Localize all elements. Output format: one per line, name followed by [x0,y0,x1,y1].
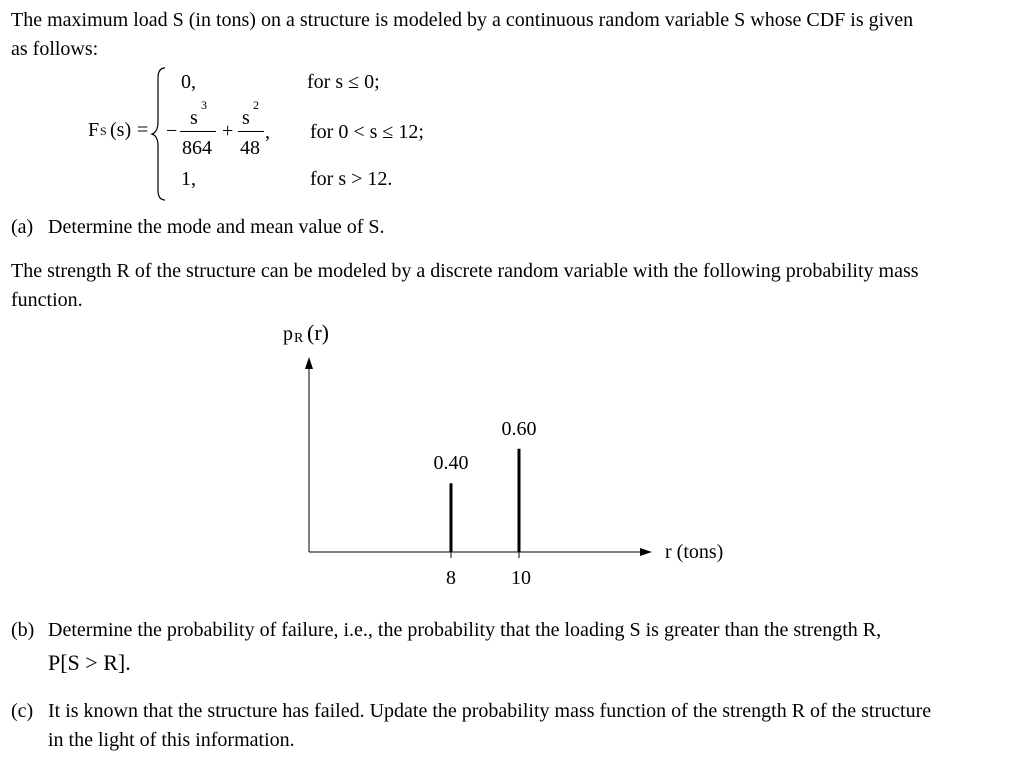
chart-xlabel: r (tons) [665,541,724,563]
part-c-tag: (c) [11,700,34,722]
case1-value: 0, [181,71,196,93]
cdf-lhs-argument: (s) [110,119,132,141]
chart-ylabel-argument: (r) [307,320,329,345]
value-label-10: 0.60 [501,417,537,440]
case2-comma: , [265,121,270,143]
case1-condition: for s ≤ 0; [307,71,380,93]
case2-plus: + [222,120,234,142]
chart-x-axis-arrow [640,548,652,556]
part-a-text: Determine the mode and mean value of S. [48,216,385,238]
part-c [11,697,1011,755]
chart-y-axis-arrow [305,357,313,369]
part-b [11,616,1011,645]
x-tick-label-10: 10 [511,567,531,589]
part-b-text: Determine the probability of failure, i.e., the probability that the loading S is greater than the strength R, [48,619,882,641]
part-c-line-1: It is known that the structure has failed. Update the probability mass function of the strength R of the structure [48,700,932,722]
value-label-8: 0.40 [433,452,469,475]
cdf-lhs-f: F [88,119,100,141]
x-tick-label-8: 8 [446,567,456,589]
part-a-tag: (a) [11,216,34,238]
cdf-equals: = [137,119,149,141]
chart-ylabel-subscript: R [294,331,304,346]
part-b-expression: P[S > R]. [48,650,131,675]
intro-line-2: as follows: [11,38,99,60]
part-b-tag: (b) [11,619,35,641]
part-c-body [48,697,1011,755]
part-c-line-2: in the light of this information. [48,729,295,751]
case2-exponent-1: 3 [201,98,207,112]
cdf-lhs-subscript: S [100,124,107,138]
chart-ylabel-p: p [283,323,293,345]
case2-denominator-2: 48 [240,137,260,159]
case2-exponent-2: 2 [253,98,259,112]
case2-denominator-1: 864 [182,137,212,159]
chart-bars [434,418,537,589]
case2-condition: for 0 < s ≤ 12; [310,121,424,143]
case3-condition: for s > 12. [310,168,393,190]
strength-intro-line-1: The strength R of the structure can be modeled by a discrete random variable with the following probability mass [11,260,919,282]
case2-minus: − [166,120,178,142]
case2-numerator-1: s [190,107,198,129]
case3-value: 1, [181,168,196,190]
strength-intro-line-2: function. [11,289,83,311]
intro-line-1: The maximum load S (in tons) on a structure is modeled by a continuous random variable S whose CDF is given [11,9,914,31]
case2-numerator-2: s [242,107,250,129]
